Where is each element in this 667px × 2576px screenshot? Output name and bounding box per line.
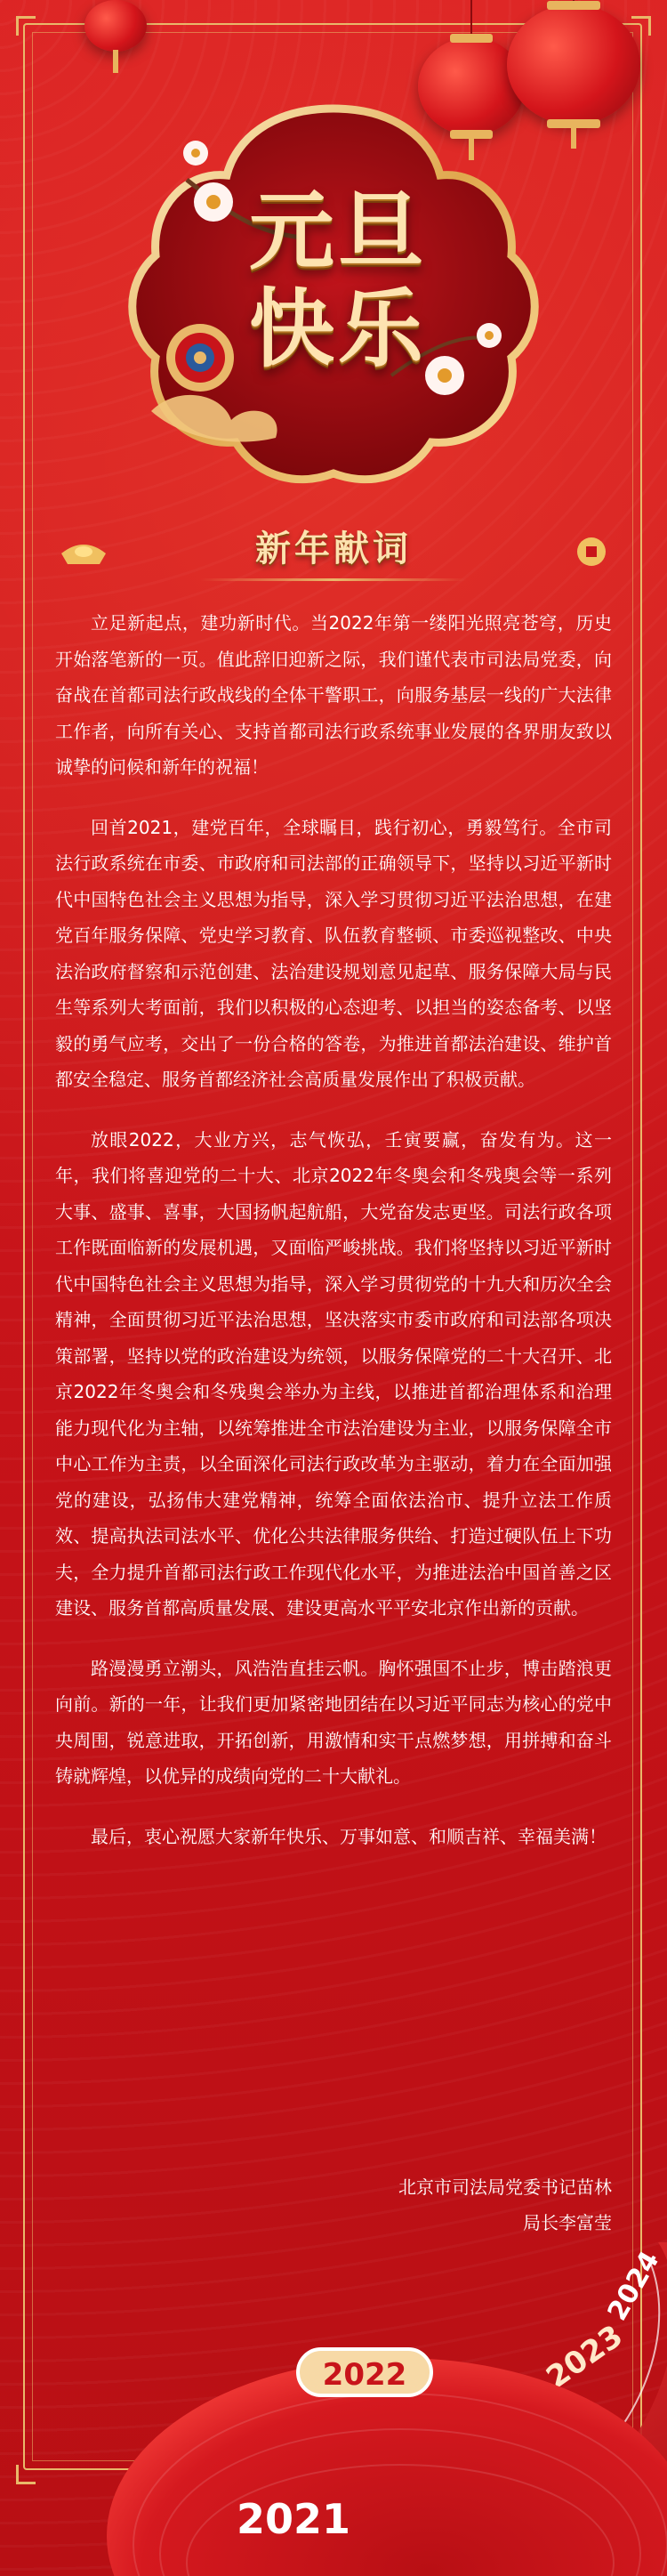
year-label: 2021 bbox=[236, 2495, 351, 2543]
subtitle-underline bbox=[200, 578, 467, 581]
greeting-text bbox=[55, 605, 612, 1878]
title-line-2: 快乐 bbox=[249, 279, 427, 379]
paragraph: 路漫漫勇立潮头，风浩浩直挂云帆。胸怀强国不止步，博击踏浪更向前。新的一年，让我们更加紧密地团结在以习近平同志为核心的党中央周围，锐意进取，开拓创新，用激情和实干点燃梦想，用拼搏和奋斗铸就辉煌，以优异的成绩向党的二十大献礼。 bbox=[55, 1657, 612, 1787]
gold-ingot-icon bbox=[57, 534, 110, 569]
coin-icon bbox=[574, 534, 609, 569]
paragraph: 放眼2022，大业方兴，志气恢弘，壬寅要赢，奋发有为。这一年，我们将喜迎党的二十大、北京2022年冬奥会和冬残奥会等一系列大事、盛事、喜事，大国扬帆起航船，大党奋发志更坚。司法行政各项工作既面临新的发展机遇，又面临严峻挑战。我们将坚持以习近平新时代中国特色社会主义思想为指导，深入学习贯彻党的十九大和历次全会精神，全面贯彻习近平法治思想，坚决落实市委市政府和司法部各项决策部署，坚持以党的政治建设为统领，以服务保障党的二十大召开、北京2022年冬奥会和冬残奥会举办为主线，以推进首都治理体系和治理能力现代化为主轴，以统筹推进全市法治建设为主业，以服务保障全市中心工作为主责，以全面深化司法行政改革为主驱动，着力在全面加强党的建设，弘扬伟大建党精神，统筹全面依法治市、提升立法工作质效、提高执法司法水平、优化公共法律服务供给、打造过硬队伍上下功夫，全力提升首都司法行政工作现代化水平，为推进法治中国首善之区建设、服务首都高质量发展、建设更高水平平安北京作出新的贡献。 bbox=[55, 1128, 612, 1619]
subtitle: 新年献词 bbox=[255, 528, 412, 569]
year-label: 2023 bbox=[540, 2318, 630, 2396]
page-title bbox=[222, 182, 454, 378]
paragraph: 回首2021，建党百年，全球瞩目，践行初心，勇毅笃行。全市司法行政系统在市委、市政府和司法部的正确领导下，坚持以习近平新时代中国特色社会主义思想为指导，深入学习贯彻习近平法治思想，在建党百年服务保障、党史学习教育、队伍教育整顿、市委巡视整改、中央法治政府督察和示范创建、法治建设规划意见起草、服务保障大局与民生等系列大考面前，我们以积极的心态迎考、以担当的姿态备考、以坚毅的勇气应考，交出了一份合格的答卷，为推进首都法治建设、维护首都安全稳定、服务首都经济社会高质量发展作出了积极贡献。 bbox=[55, 816, 612, 1090]
paragraph: 立足新起点，建功新时代。当2022年第一缕阳光照亮苍穹，历史开始落笔新的一页。值此辞旧迎新之际，我们谨代表市司法局党委，向奋战在首都司法行政战线的全体干警职工，向服务基层一线的广大法律工作者，向所有关心、支持首都司法行政系统事业发展的各界朋友致以诚挚的问候和新年的祝福！ bbox=[55, 612, 612, 778]
signature-line-1: 北京市司法局党委书记苗林 bbox=[398, 2176, 612, 2198]
title-line-1: 元旦 bbox=[249, 181, 427, 281]
year-label: 2024 bbox=[601, 2246, 666, 2326]
year-label: 2022 bbox=[322, 2357, 407, 2393]
frame-corner bbox=[16, 16, 36, 36]
lantern-icon bbox=[84, 0, 147, 52]
year-ring bbox=[0, 2269, 667, 2576]
paragraph: 最后，衷心祝愿大家新年快乐、万事如意、和顺吉祥、幸福美满！ bbox=[91, 1825, 607, 1847]
signature-line-2: 局长李富莹 bbox=[523, 2212, 612, 2233]
